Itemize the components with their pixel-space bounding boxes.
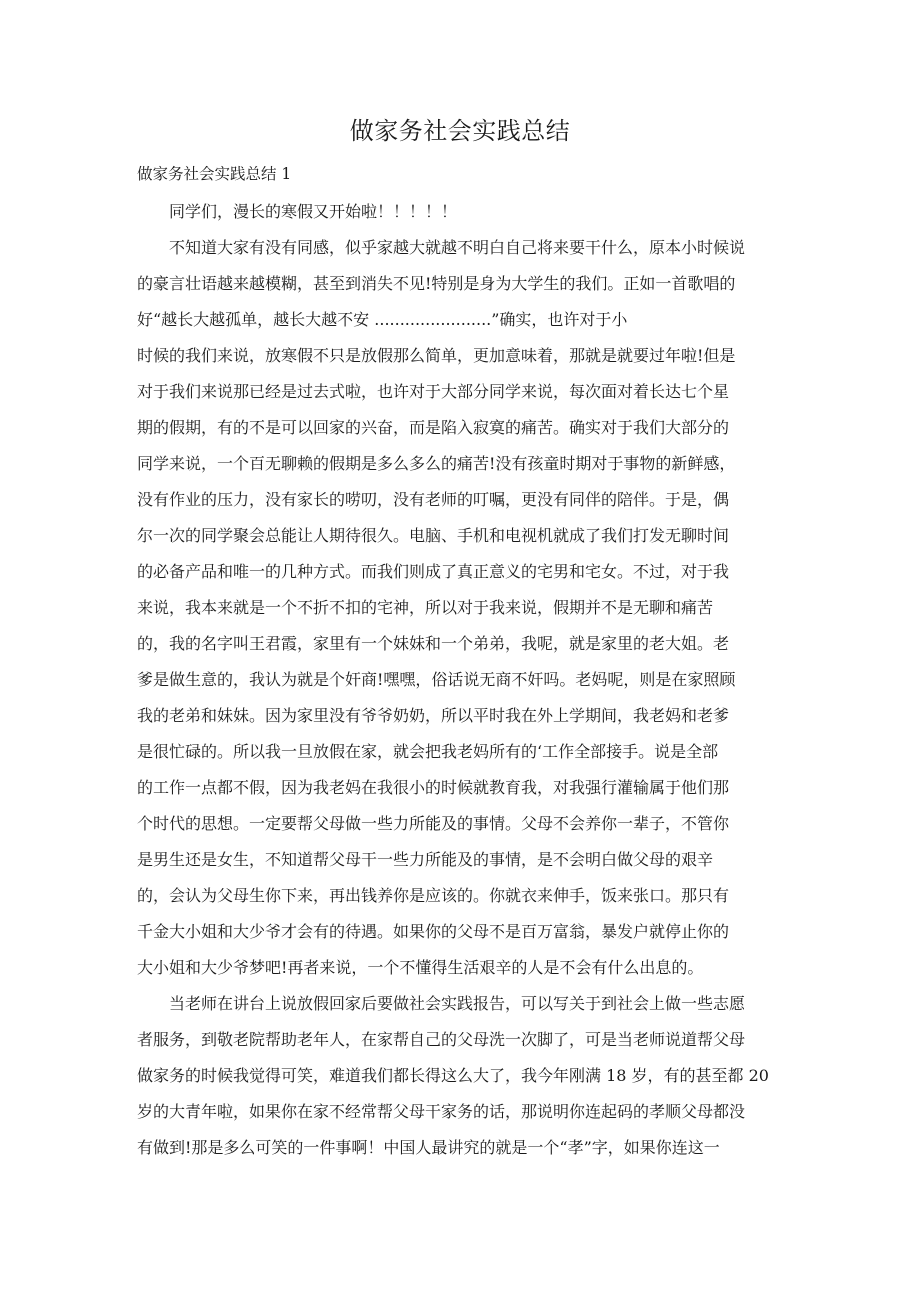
text-line: 大小姐和大少爷梦吧!再者来说，一个不懂得生活艰辛的人是不会有什么出息的。 <box>137 958 704 977</box>
text-line: 没有作业的压力，没有家长的唠叨，没有老师的叮嘱，更没有同伴的陪伴。于是，偶 <box>137 490 730 509</box>
text-line: 岁的大青年啦，如果你在家不经常帮父母干家务的话，那说明你连起码的孝顺父母都没 <box>137 1102 746 1121</box>
text-line: 有做到!那是多么可笑的一件事啊！中国人最讲究的就是一个“孝”字，如果你连这一 <box>137 1138 720 1157</box>
text-line: 同学们，漫长的寒假又开始啦！！！！！ <box>137 202 458 221</box>
text-line: 的，我的名字叫王君霞，家里有一个妹妹和一个弟弟，我呢，就是家里的老大姐。老 <box>137 634 730 653</box>
text-line: 好“越长大越孤单，越长大越不安 .......................”确实，也许对于小 <box>137 310 628 329</box>
text-line: 不知道大家有没有同感，似乎家越大就越不明白自己将来要干什么，原本小时候说 <box>137 238 746 257</box>
text-line: 尔一次的同学聚会总能让人期待很久。电脑、手机和电视机就成了我们打发无聊时间 <box>137 526 730 545</box>
text-line: 对于我们来说那已经是过去式啦，也许对于大部分同学来说，每次面对着长达七个星 <box>137 382 730 401</box>
page-title: 做家务社会实践总结 <box>349 117 571 145</box>
text-line: 者服务，到敬老院帮助老年人，在家帮自己的父母洗一次脚了，可是当老师说道帮父母 <box>137 1030 746 1049</box>
text-line: 是很忙碌的。所以我一旦放假在家，就会把我老妈所有的‘工作全部接手。说是全部 <box>137 742 719 761</box>
text-line: 个时代的思想。一定要帮父母做一些力所能及的事情。父母不会养你一辈子，不管你 <box>137 814 730 833</box>
text-line: 时候的我们来说，放寒假不只是放假那么简单，更加意味着，那就是就要过年啦!但是 <box>137 346 736 365</box>
text-line: 当老师在讲台上说放假回家后要做社会实践报告，可以写关于到社会上做一些志愿 <box>137 994 746 1013</box>
section-heading: 做家务社会实践总结 1 <box>137 165 292 183</box>
text-line: 我的老弟和妹妹。因为家里没有爷爷奶奶，所以平时我在外上学期间，我老妈和老爹 <box>137 706 730 725</box>
text-line: 做家务的时候我觉得可笑，难道我们都长得这么大了，我今年刚满 18 岁，有的甚至都 20 <box>137 1066 769 1085</box>
text-line: 的必备产品和唯一的几种方式。而我们则成了真正意义的宅男和宅女。不过，对于我 <box>137 562 730 581</box>
text-line: 的豪言壮语越来越模糊，甚至到消失不见!特别是身为大学生的我们。正如一首歌唱的 <box>137 274 736 293</box>
text-line: 来说，我本来就是一个不折不扣的宅神，所以对于我来说，假期并不是无聊和痛苦 <box>137 598 714 617</box>
text-line: 期的假期，有的不是可以回家的兴奋，而是陷入寂寞的痛苦。确实对于我们大部分的 <box>137 418 730 437</box>
text-line: 是男生还是女生，不知道帮父母干一些力所能及的事情，是不会明白做父母的艰辛 <box>137 850 714 869</box>
text-line: 同学来说，一个百无聊赖的假期是多么多么的痛苦!没有孩童时期对于事物的新鲜感， <box>137 454 736 473</box>
text-line: 千金大小姐和大少爷才会有的待遇。如果你的父母不是百万富翁，暴发户就停止你的 <box>137 922 730 941</box>
text-line: 的工作一点都不假，因为我老妈在我很小的时候就教育我，对我强行灌输属于他们那 <box>137 778 730 797</box>
text-line: 的，会认为父母生你下来，再出钱养你是应该的。你就衣来伸手，饭来张口。那只有 <box>137 886 730 905</box>
text-line: 爹是做生意的，我认为就是个奸商!嘿嘿，俗话说无商不奸吗。老妈呢，则是在家照顾 <box>137 670 736 689</box>
